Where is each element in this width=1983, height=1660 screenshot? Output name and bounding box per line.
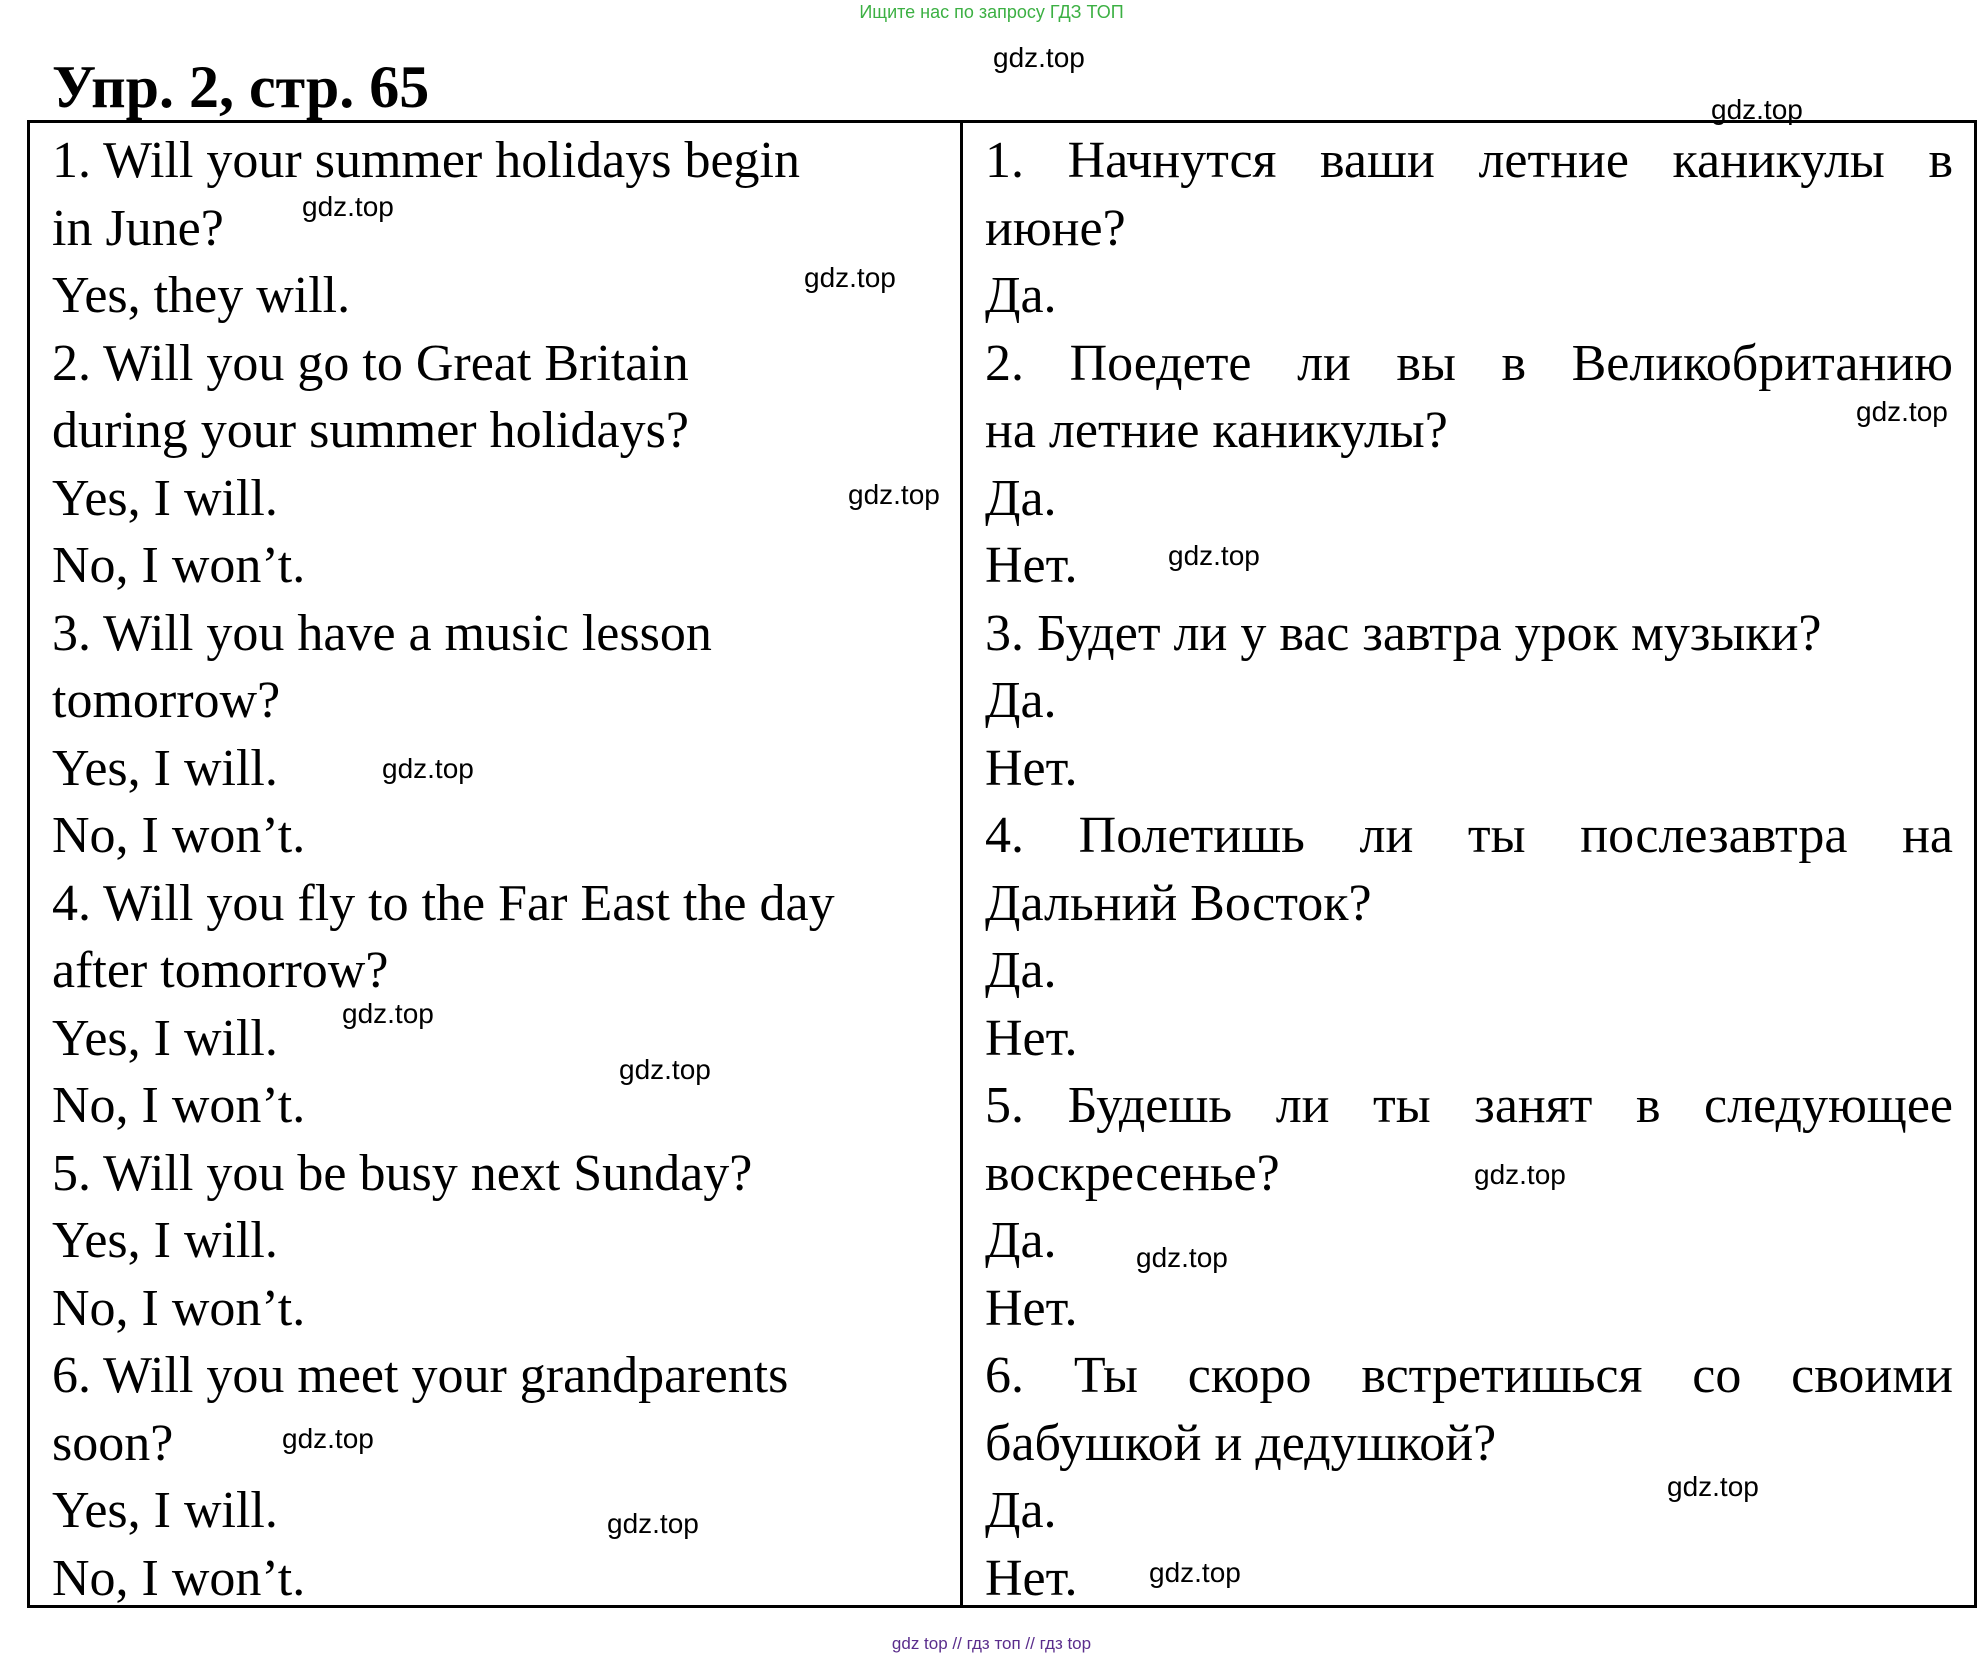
watermark: gdz.top: [804, 262, 896, 293]
watermark: gdz.top: [848, 479, 940, 510]
english-line: 5. Will you be busy next Sunday?: [52, 1144, 753, 1202]
watermark: gdz.top: [1856, 396, 1948, 427]
russian-line: воскресенье?: [985, 1144, 1280, 1202]
russian-line: Нет.: [985, 1549, 1078, 1607]
watermark: gdz.top: [342, 998, 434, 1029]
english-line: No, I won’t.: [52, 1077, 306, 1134]
russian-line: бабушкой и дедушкой?: [985, 1414, 1497, 1472]
russian-line: Да.: [985, 672, 1057, 729]
russian-line: 6. Ты скоро встретишься со своими: [985, 1347, 1953, 1404]
watermark: gdz.top: [993, 42, 1085, 73]
english-line: No, I won’t.: [52, 537, 306, 594]
russian-line: 1. Начнутся ваши летние каникулы в: [985, 132, 1953, 189]
english-column: [52, 127, 952, 1612]
english-line: 3. Will you have a music lesson: [52, 604, 712, 662]
russian-line: Да.: [985, 1212, 1057, 1269]
russian-line: Нет.: [985, 739, 1078, 797]
english-line: Yes, I will.: [52, 1212, 278, 1269]
russian-line: Нет.: [985, 1279, 1078, 1337]
watermark: gdz.top: [1136, 1242, 1228, 1273]
watermark: gdz.top: [607, 1508, 699, 1539]
watermark: gdz.top: [1711, 94, 1803, 125]
english-line: Yes, I will.: [52, 1009, 278, 1067]
english-line: 2. Will you go to Great Britain: [52, 334, 689, 392]
english-line: after tomorrow?: [52, 942, 389, 999]
russian-line: 4. Полетишь ли ты послезавтра на: [985, 807, 1953, 864]
english-line: 6. Will you meet your grandparents: [52, 1347, 789, 1404]
watermark: gdz.top: [382, 753, 474, 784]
watermark: gdz.top: [1667, 1471, 1759, 1502]
russian-line: Нет.: [985, 537, 1078, 594]
english-line: No, I won’t.: [52, 807, 306, 864]
english-line: No, I won’t.: [52, 1279, 306, 1337]
exercise-title: Упр. 2, стр. 65: [52, 54, 430, 120]
english-line: in June?: [52, 199, 224, 257]
watermark: gdz.top: [1149, 1557, 1241, 1588]
russian-line: июне?: [985, 199, 1126, 257]
russian-column: [985, 127, 1953, 1612]
russian-line: на летние каникулы?: [985, 402, 1448, 459]
watermark: gdz.top: [1168, 540, 1260, 571]
english-line: soon?: [52, 1414, 174, 1472]
russian-line: 5. Будешь ли ты занят в следующее: [985, 1077, 1953, 1134]
english-line: Yes, they will.: [52, 267, 351, 324]
english-line: No, I won’t.: [52, 1549, 306, 1607]
watermark: gdz.top: [282, 1423, 374, 1454]
top-banner: Ищите нас по запросу ГДЗ ТОП: [859, 2, 1124, 22]
footer-links: gdz top // гдз топ // гдз top: [891, 1634, 1092, 1653]
english-line: Yes, I will.: [52, 739, 278, 797]
watermark: gdz.top: [1474, 1159, 1566, 1190]
english-line: Yes, I will.: [52, 469, 278, 527]
english-line: 4. Will you fly to the Far East the day: [52, 874, 835, 932]
russian-line: 2. Поедете ли вы в Великобританию: [985, 334, 1953, 392]
answer-table: [27, 120, 1977, 1608]
russian-line: Дальний Восток?: [985, 874, 1372, 932]
watermark: gdz.top: [619, 1054, 711, 1085]
english-line: during your summer holidays?: [52, 402, 689, 459]
english-line: 1. Will your summer holidays begin: [52, 132, 800, 189]
russian-line: Да.: [985, 1482, 1057, 1539]
russian-line: Да.: [985, 267, 1057, 324]
watermark: gdz.top: [302, 191, 394, 222]
russian-line: Да.: [985, 469, 1057, 527]
russian-line: Нет.: [985, 1009, 1078, 1067]
column-divider: [960, 123, 963, 1605]
english-line: Yes, I will.: [52, 1482, 278, 1539]
russian-line: Да.: [985, 942, 1057, 999]
russian-line: 3. Будет ли у вас завтра урок музыки?: [985, 604, 1822, 662]
english-line: tomorrow?: [52, 672, 281, 729]
